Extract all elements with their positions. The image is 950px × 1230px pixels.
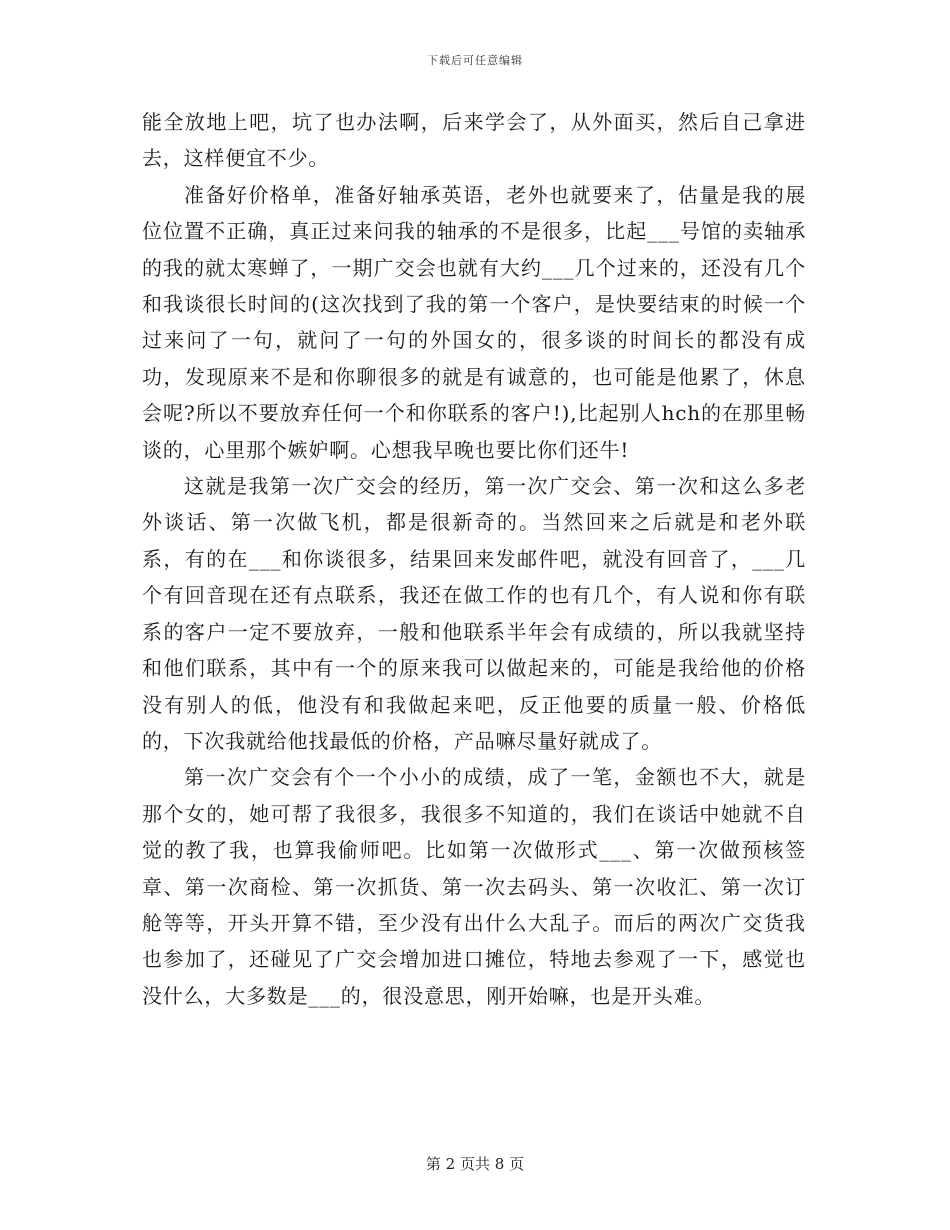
page-header: 下载后可任意编辑 (427, 54, 523, 67)
page-number: 第 2 页共 8 页 (425, 1155, 525, 1173)
paragraph-4: 第一次广交会有个一个小小的成绩，成了一笔，金额也不大，就是那个女的，她可帮了我很多，我很多不知道的，我们在谈话中她就不自觉的教了我，也算我偷师吧。比如第一次做形式___、第一次做预核签章、第一次商检、第一次抓货、第一次去码头、第一次收汇、第一次订舱等等，开头开算不错，至少没有出什么大乱子。而后的两次广交货我也参加了，还碰见了广交会增加进口摊位，特地去参观了一下，感觉也没什么，大多数是___的，很没意思，刚开始嘛，也是开头难。 (142, 765, 806, 1008)
paragraph-2: 准备好价格单，准备好轴承英语，老外也就要来了，估量是我的展位位置不正确，真正过来问我的轴承的不是很多，比起___号馆的卖轴承的我的就太寒蝉了，一期广交会也就有大约___几个过来的，还没有几个和我谈很长时间的(这次找到了我的第一个客户，是快要结束的时候一个过来问了一句，就问了一句的外国女的，很多谈的时间长的都没有成功，发现原来不是和你聊很多的就是有诚意的，也可能是他累了，休息会呢?所以不要放弃任何一个和你联系的客户!),比起别人hch的在那里畅谈的，心里那个嫉妒啊。心想我早晚也要比你们还牛! (142, 182, 806, 462)
paragraph-1: 能全放地上吧，坑了也办法啊，后来学会了，从外面买，然后自己拿进去，这样便宜不少。 (142, 110, 806, 171)
paragraph-3: 这就是我第一次广交会的经历，第一次广交会、第一次和这么多老外谈话、第一次做飞机，都是很新奇的。当然回来之后就是和老外联系，有的在___和你谈很多，结果回来发邮件吧，就没有回音了，___几个有回音现在还有点联系，我还在做工作的也有几个，有人说和你有联系的客户一定不要放弃，一般和他联系半年会有成绩的，所以我就坚持和他们联系，其中有一个的原来我可以做起来的，可能是我给他的价格没有别人的低，他没有和我做起来吧，反正他要的质量一般、价格低的，下次我就给他找最低的价格，产品嘛尽量好就成了。 (142, 474, 806, 753)
document-body (142, 104, 806, 1014)
